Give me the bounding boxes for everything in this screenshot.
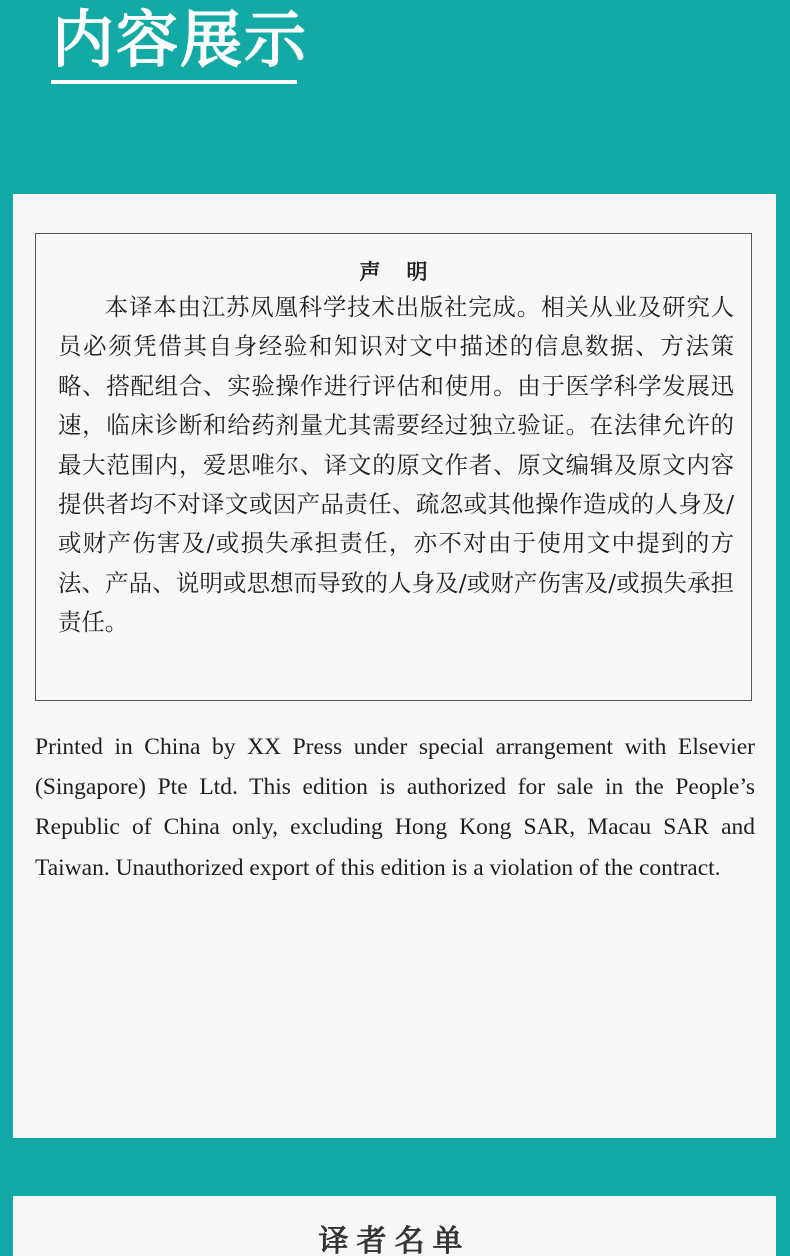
statement-body: 本译本由江苏凤凰科学技术出版社完成。相关从业及研究人员必须凭借其自身经验和知识对文中描述的信息数据、方法策略、搭配组合、实验操作进行评估和使用。由于医学科学发展迅速，临床诊断和给药剂量尤其需要经过独立验证。在法律允许的最大范围内，爱思唯尔、译文的原文作者、原文编辑及原文内容提供者均不对译文或因产品责任、疏忽或其他操作造成的人身及/或财产伤害及/或损失承担责任，亦不对由于使用文中提到的方法、产品、说明或思想而导致的人身及/或财产伤害及/或损失承担责任。: [58, 293, 734, 637]
statement-box: [35, 233, 752, 701]
page-title: 内容展示: [52, 3, 309, 76]
document-page: [13, 194, 776, 1138]
next-section-title: 译者名单: [318, 1224, 471, 1256]
english-notice: Printed in China by XX Press under special arrangement with Elsevier (Singapore) Pte Ltd. This edition is authorized for sale in the People’s Republic of China only, excluding Hong Kong SAR, Macau SAR and Taiwan. Unauthorized export of this edition is a violation of the contract.: [35, 734, 755, 881]
title-underline: [51, 80, 297, 84]
next-section-panel: [13, 1196, 776, 1256]
statement-title: 声明: [359, 260, 454, 284]
